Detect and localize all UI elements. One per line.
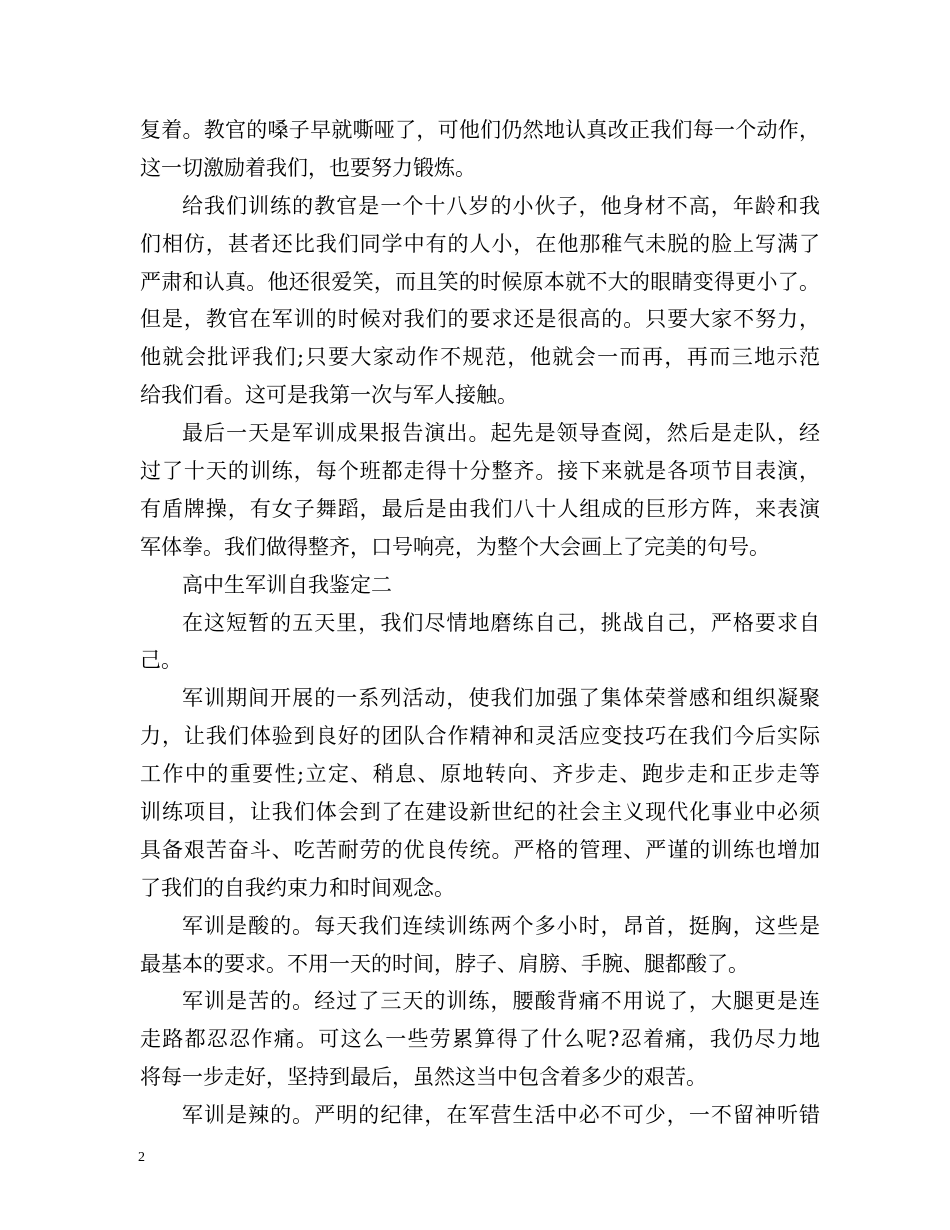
text-line: 己。 [140, 648, 182, 673]
text-line: 训练项目，让我们体会到了在建设新世纪的社会主义现代化事业中必须 [140, 800, 820, 825]
text-line: 们相仿，甚者还比我们同学中有的人小，在他那稚气未脱的脸上写满了 [140, 231, 820, 256]
text-line: 高中生军训自我鉴定二 [182, 572, 392, 597]
text-line: 这一切激励着我们，也要努力锻炼。 [140, 155, 476, 180]
text-line: 具备艰苦奋斗、吃苦耐劳的优良传统。严格的管理、严谨的训练也增加 [140, 837, 820, 862]
text-line: 给我们训练的教官是一个十八岁的小伙子，他身材不高，年龄和我 [182, 193, 820, 218]
text-line: 他就会批评我们;只要大家动作不规范，他就会一而再，再而三地示范 [140, 345, 820, 370]
text-line: 最后一天是军训成果报告演出。起先是领导查阅，然后是走队，经 [182, 421, 820, 446]
text-line: 在这短暂的五天里，我们尽情地磨练自己，挑战自己，严格要求自 [182, 610, 820, 635]
text-line: 力，让我们体验到良好的团队合作精神和灵活应变技巧在我们今后实际 [140, 724, 820, 749]
text-line: 了我们的自我约束力和时间观念。 [140, 875, 455, 900]
text-line: 但是，教官在军训的时候对我们的要求还是很高的。只要大家不努力， [140, 307, 820, 332]
text-line: 复着。教官的嗓子早就嘶哑了，可他们仍然地认真改正我们每一个动作， [140, 118, 820, 142]
body-text [140, 112, 820, 1135]
text-line: 军体拳。我们做得整齐，口号响亮，为整个大会画上了完美的句号。 [140, 534, 770, 559]
text-line: 最基本的要求。不用一天的时间，脖子、肩膀、手腕、腿都酸了。 [140, 951, 749, 976]
text-line: 军训是辣的。严明的纪律，在军营生活中必不可少，一不留神听错 [182, 1103, 820, 1128]
text-line: 军训是酸的。每天我们连续训练两个多小时，昂首，挺胸，这些是 [182, 913, 820, 938]
text-line: 有盾牌操，有女子舞蹈，最后是由我们八十人组成的巨形方阵，来表演 [140, 496, 820, 521]
text-line: 将每一步走好，坚持到最后，虽然这当中包含着多少的艰苦。 [140, 1065, 707, 1090]
text-line: 走路都忍忍作痛。可这么一些劳累算得了什么呢?忍着痛，我仍尽力地 [140, 1027, 820, 1052]
text-line: 军训是苦的。经过了三天的训练，腰酸背痛不用说了，大腿更是连 [182, 989, 820, 1014]
text-line: 给我们看。这可是我第一次与军人接触。 [140, 383, 518, 408]
page-number: 2 [138, 1150, 145, 1165]
text-line: 过了十天的训练，每个班都走得十分整齐。接下来就是各项节目表演， [140, 459, 820, 484]
text-line: 工作中的重要性;立定、稍息、原地转向、齐步走、跑步走和正步走等 [140, 762, 820, 787]
text-line: 严肃和认真。他还很爱笑，而且笑的时候原本就不大的眼睛变得更小了。 [140, 269, 820, 294]
text-line: 军训期间开展的一系列活动，使我们加强了集体荣誉感和组织凝聚 [182, 686, 820, 711]
